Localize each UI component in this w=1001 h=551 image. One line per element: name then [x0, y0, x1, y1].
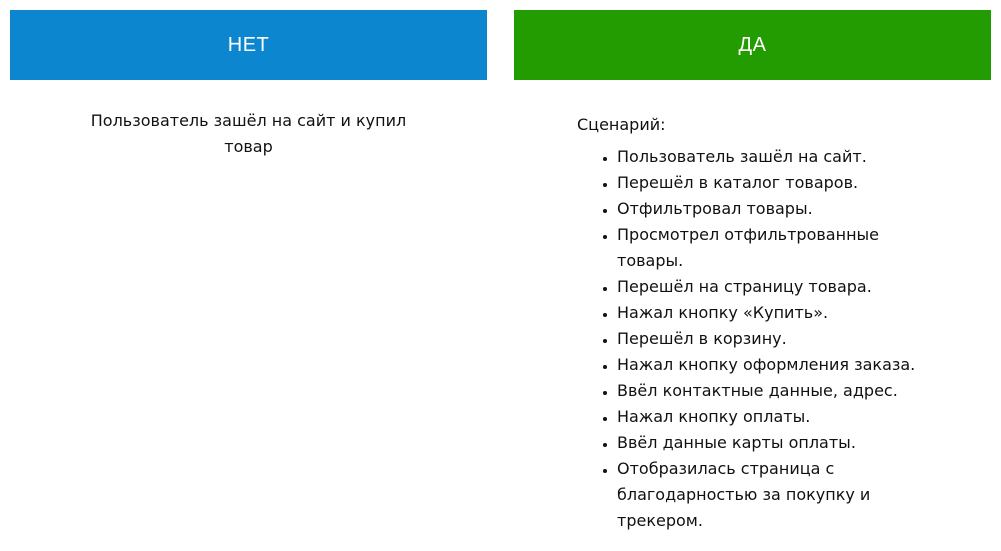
scenario-step: • Ввёл данные карты оплаты.	[617, 430, 917, 456]
scenario-step: • Нажал кнопку оплаты.	[617, 404, 917, 430]
yes-header	[514, 10, 991, 80]
scenario-step: • Перешёл на страницу товара.	[617, 274, 917, 300]
no-header	[10, 10, 487, 80]
yes-header-label: ДА	[738, 33, 767, 56]
no-column	[10, 10, 487, 160]
scenario-step: • Просмотрел отфильтрованные товары.	[617, 222, 917, 274]
scenario-step: • Отобразилась страница с благодарностью за покупку и трекером.	[617, 456, 917, 534]
yes-column	[514, 10, 991, 534]
no-description: Пользователь зашёл на сайт и купил товар	[90, 111, 407, 156]
yes-body	[514, 80, 991, 534]
scenario-step: • Нажал кнопку оформления заказа.	[617, 352, 917, 378]
scenario-step: • Отфильтровал товары.	[617, 196, 917, 222]
no-header-label: НЕТ	[227, 33, 270, 56]
scenario-step: • Ввёл контактные данные, адрес.	[617, 378, 917, 404]
scenario-step: • Нажал кнопку «Купить».	[617, 300, 917, 326]
scenario-steps-list	[577, 144, 917, 534]
scenario-step: • Перешёл в каталог товаров.	[617, 170, 917, 196]
scenario-step: • Перешёл в корзину.	[617, 326, 917, 352]
scenario-intro: Сценарий:	[577, 115, 666, 134]
scenario-step: • Пользователь зашёл на сайт.	[617, 144, 917, 170]
